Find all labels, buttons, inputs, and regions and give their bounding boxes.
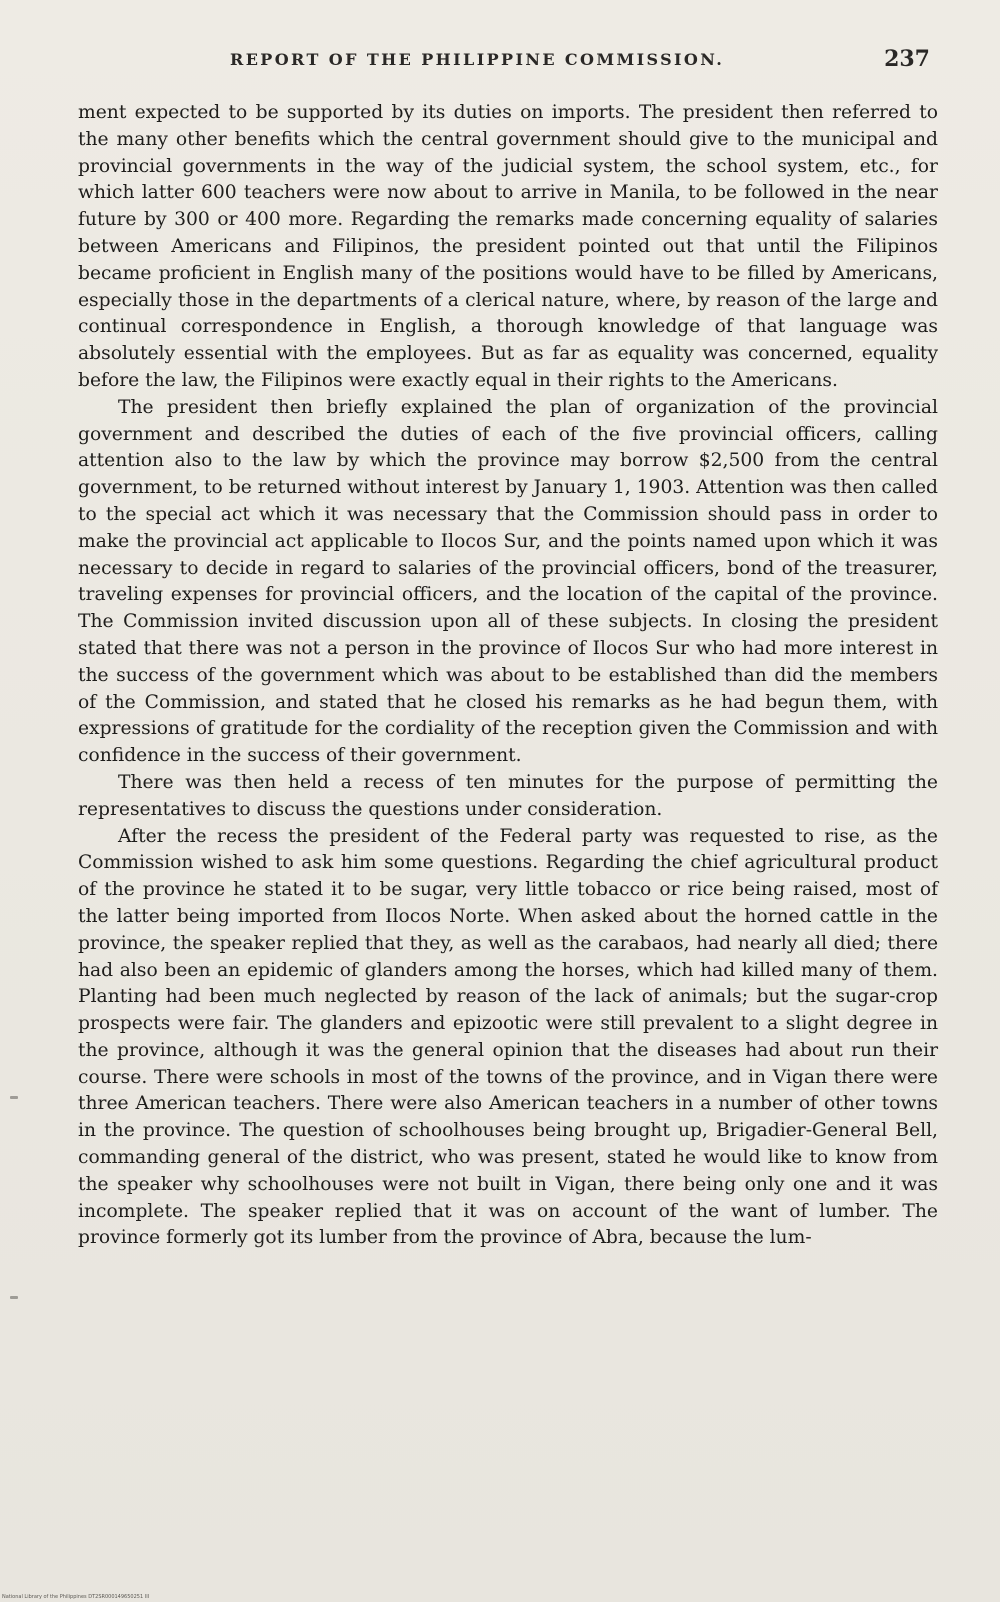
paragraph-3: There was then held a recess of ten minutes for the purpose of permitting the representatives to discuss the questions under consideration. [78,771,938,820]
body-text [78,100,938,1252]
paragraph-2: The president then briefly explained the plan of organization of the provincial government and described the duties of each of the five provincial officers, calling attention also to the law by which the province may borrow $2,500 from the central government, to be returned without interest by January 1, 1903. Attention was then called to the special act which it was necessary that the Commission should pass in order to make the provincial act applicable to Ilocos Sur, and the points named upon which it was necessary to decide in regard to salaries of the provincial officers, bond of the treasurer, traveling expenses for provincial officers, and the location of the capital of the province. The Commission invited discussion upon all of these subjects. In closing the president stated that there was not a person in the province of Ilocos Sur who had more interest in the success of the government which was about to be established than did the members of the Commission, and stated that he closed his remarks as he had begun them, with expressions of gratitude for the cordiality of the reception given the Commission and with confidence in the success of their government. [78,396,938,767]
page-number: 237 [884,46,930,72]
running-title: REPORT OF THE PHILIPPINE COMMISSION. [230,50,725,69]
scan-credit: National Library of the Philippines DT2SR000149650251 III [2,1594,150,1600]
page-header [80,46,940,76]
margin-scan-mark [10,1096,18,1099]
paragraph-1: ment expected to be supported by its duties on imports. The president then referred to the many other benefits which the central government should give to the municipal and provincial governments in the way of the judicial system, the school system, etc., for which latter 600 teachers were now about to arrive in Manila, to be followed in the near future by 300 or 400 more. Regarding the remarks made concerning equality of salaries between Americans and Filipinos, the president pointed out that until the Filipinos became proficient in English many of the positions would have to be filled by Americans, especially those in the departments of a clerical nature, where, by reason of the large and continual correspondence in English, a thorough knowledge of that language was absolutely essential with the employees. But as far as equality was concerned, equality before the law, the Filipinos were exactly equal in their rights to the Americans. [78,102,938,391]
paragraph-4: After the recess the president of the Federal party was requested to rise, as the Commission wished to ask him some questions. Regarding the chief agricultural product of the province he stated it to be sugar, very little tobacco or rice being raised, most of the latter being imported from Ilocos Norte. When asked about the horned cattle in the province, the speaker replied that they, as well as the carabaos, had nearly all died; there had also been an epidemic of glanders among the horses, which had killed many of them. Planting had been much neglected by reason of the lack of animals; but the sugar-crop prospects were fair. The glanders and epizootic were still prevalent to a slight degree in the province, although it was the general opinion that the diseases had about run their course. There were schools in most of the towns of the province, and in Vigan there were three American teachers. There were also American teachers in a number of other towns in the province. The question of schoolhouses being brought up, Brigadier-General Bell, commanding general of the district, who was present, stated he would like to know from the speaker why schoolhouses were not built in Vigan, there being only one and it was incomplete. The speaker replied that it was on account of the want of lumber. The province formerly got its lumber from the province of Abra, because the lum- [78,825,938,1249]
margin-scan-mark [10,1296,18,1299]
